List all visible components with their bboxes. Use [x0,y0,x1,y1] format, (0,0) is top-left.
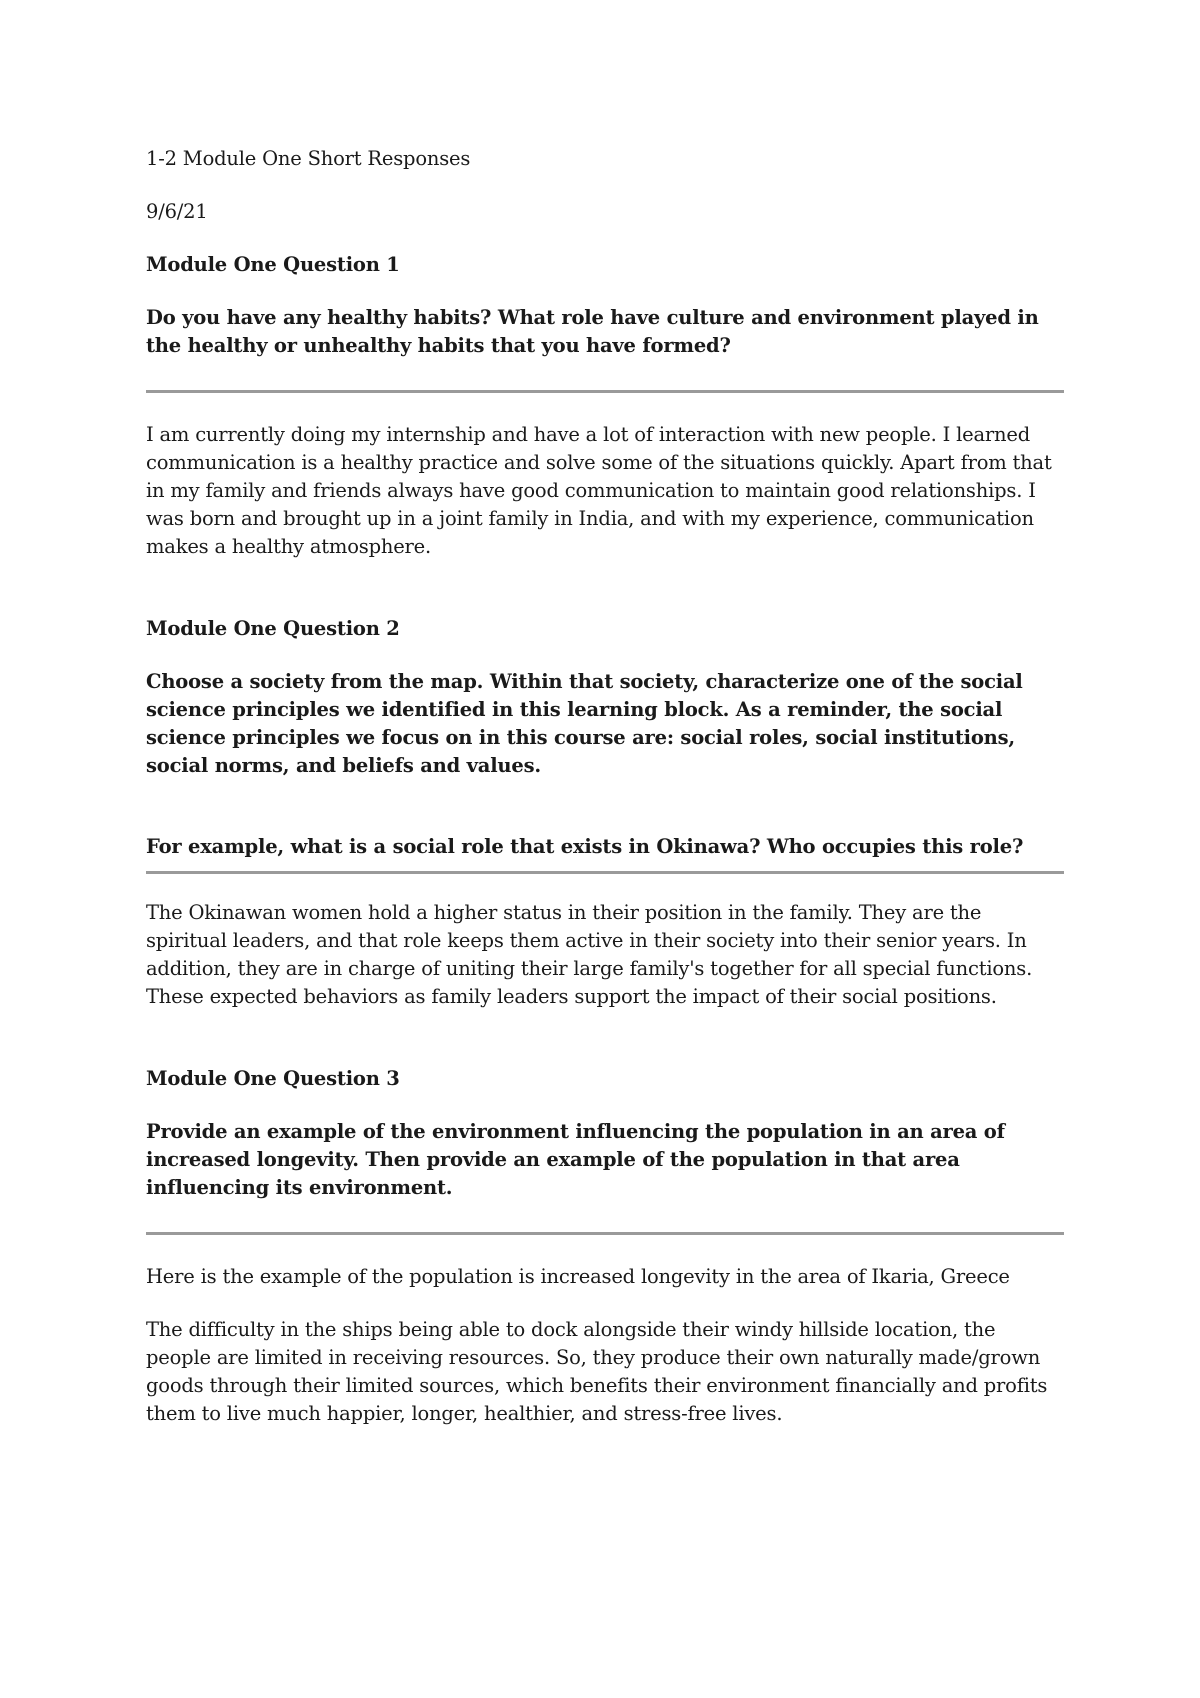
question-2-sub-prompt: For example, what is a social role that exists in Okinawa? Who occupies this role? [146,835,1024,858]
question-3 [146,1065,1064,1428]
document-date: 9/6/21 [146,200,208,223]
question-1 [146,251,1064,561]
question-3-answer: The difficulty in the ships being able to dock alongside their windy hillside location, the people are limited in receiving resources. So, they produce their own naturally made/grown goods through their limited sources, which benefits their environment financially and profits them to live much happier, longer, healthier, and stress-free lives. [146,1318,1048,1425]
document-title: 1-2 Module One Short Responses [146,147,471,170]
question-1-prompt: Do you have any healthy habits? What role have culture and environment played in the healthy or unhealthy habits that you have formed? [146,306,1039,357]
question-2-answer: The Okinawan women hold a higher status in their position in the family. They are the spiritual leaders, and that role keeps them active in their society into their senior years. In addition, they are in charge of uniting their large family's together for all special functions. These expected behaviors as family leaders support the impact of their social positions. [146,901,1033,1008]
question-1-heading: Module One Question 1 [146,253,400,276]
question-2-heading: Module One Question 2 [146,617,400,640]
question-2-prompt: Choose a society from the map. Within that society, characterize one of the social science principles we identified in this learning block. As a reminder, the social science principles we focus on in this course are: social roles, social institutions, social norms, and beliefs and values. [146,670,1023,777]
question-3-prompt: Provide an example of the environment influencing the population in an area of increased longevity. Then provide an example of the population in that area influencing its environment. [146,1120,1005,1199]
question-1-answer: I am currently doing my internship and have a lot of interaction with new people. I learned communication is a healthy practice and solve some of the situations quickly. Apart from that in my family and friends always have good communication to maintain good relationships. I was born and brought up in a joint family in India, and with my experience, communication makes a healthy atmosphere. [146,423,1052,558]
question-2 [146,615,1064,1011]
document-page [146,145,1064,1428]
question-3-answer-intro: Here is the example of the population is increased longevity in the area of Ikaria, Greece [146,1265,1010,1288]
question-3-heading: Module One Question 3 [146,1067,400,1090]
